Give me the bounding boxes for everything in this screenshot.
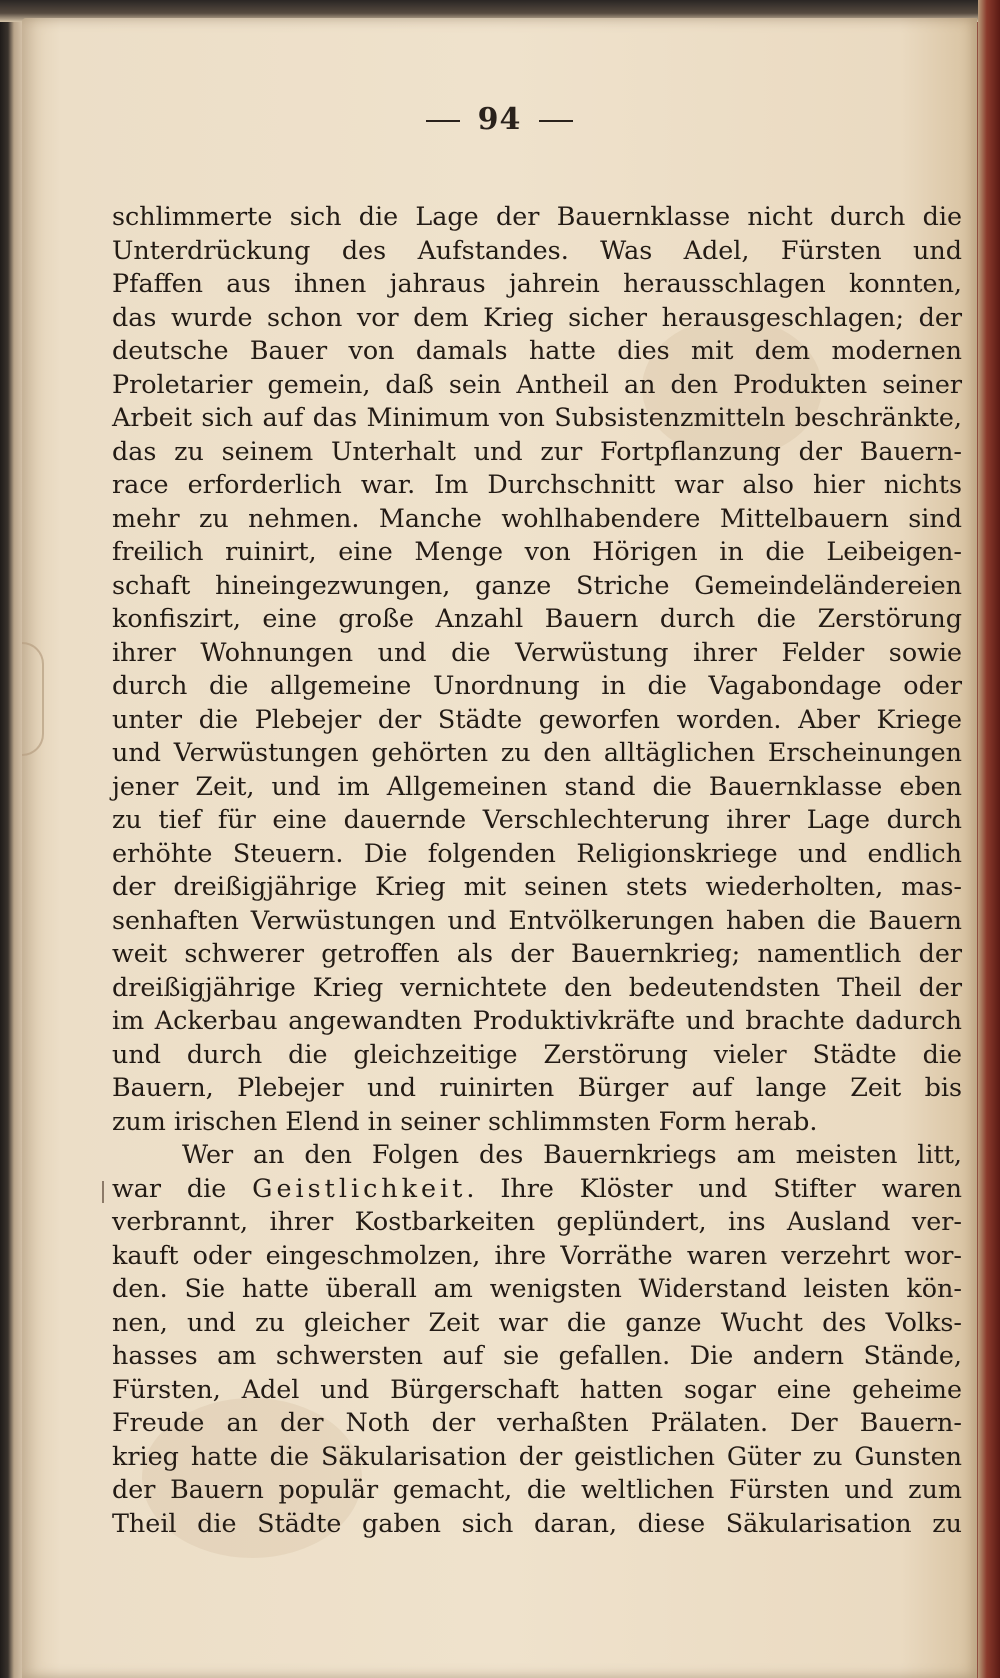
text-line: Fürsten, Adel und Bürgerschaft hatten sogar eine geheime bbox=[112, 1373, 962, 1404]
text-line: krieg hatte die Säkularisation der geistlichen Güter zu Gunsten bbox=[112, 1440, 962, 1471]
text-line: Pfaffen aus ihnen jahraus jahrein herausschlagen konnten, bbox=[112, 268, 962, 298]
text-line: senhaften Verwüstungen und Entvölkerungen haben die Bauern bbox=[112, 904, 962, 935]
text-line: das zu seinem Unterhalt und zur Fortpflanzung der Bauern- bbox=[112, 435, 962, 466]
text-line: mehr zu nehmen. Manche wohlhabendere Mittelbauern sind bbox=[112, 502, 962, 533]
text-line: zu tief für eine dauernde Verschlechterung ihrer Lage durch bbox=[112, 804, 962, 834]
text-line: dreißigjährige Krieg vernichtete den bedeutendsten Theil der bbox=[112, 971, 962, 1002]
text-line: den. Sie hatte überall am wenigsten Widerstand leisten kön- bbox=[112, 1273, 962, 1303]
text-line: der dreißigjährige Krieg mit seinen stets wiederholten, mas- bbox=[112, 871, 962, 901]
body-text bbox=[112, 200, 962, 1540]
margin-mark bbox=[102, 1181, 104, 1203]
text-line: ihrer Wohnungen und die Verwüstung ihrer Felder sowie bbox=[112, 636, 962, 667]
text-line: nen, und zu gleicher Zeit war die ganze Wucht des Volks- bbox=[112, 1306, 962, 1337]
text-line: konfiszirt, eine große Anzahl Bauern durch die Zerstörung bbox=[112, 603, 962, 633]
text-line: verbrannt, ihrer Kostbarkeiten geplündert, ins Ausland ver- bbox=[112, 1206, 962, 1236]
text-line: Bauern, Plebejer und ruinirten Bürger auf lange Zeit bis bbox=[112, 1072, 962, 1102]
text-line: das wurde schon vor dem Krieg sicher herausgeschlagen; der bbox=[112, 301, 962, 332]
text-line: erhöhte Steuern. Die folgenden Religionskriege und endlich bbox=[112, 837, 962, 868]
header-dash-right bbox=[539, 120, 573, 122]
text-fragment: . Ihre Klöster und Stifter waren bbox=[466, 1172, 962, 1203]
text-line: und durch die gleichzeitige Zerstörung vieler Städte die bbox=[112, 1038, 962, 1069]
text-line: Arbeit sich auf das Minimum von Subsistenzmitteln beschränkte, bbox=[112, 402, 962, 432]
page-sheet bbox=[22, 18, 977, 1678]
text-line: durch die allgemeine Unordnung in die Vagabondage oder bbox=[112, 670, 962, 700]
text-line: unter die Plebejer der Städte geworfen worden. Aber Kriege bbox=[112, 703, 962, 734]
text-line: Unterdrückung des Aufstandes. Was Adel, Fürsten und bbox=[112, 234, 962, 265]
page-number-header bbox=[22, 102, 977, 137]
text-line: hasses am schwersten auf sie gefallen. Die andern Stände, bbox=[112, 1340, 962, 1370]
text-fragment: war die bbox=[112, 1172, 253, 1203]
header-dash-left bbox=[426, 120, 460, 122]
paragraph-start-line: Wer an den Folgen des Bauernkriegs am meisten litt, bbox=[182, 1139, 962, 1169]
text-line: weit schwerer getroffen als der Bauernkrieg; namentlich der bbox=[112, 938, 962, 968]
book-binding-edge bbox=[978, 0, 1000, 1678]
text-line: der Bauern populär gemacht, die weltlichen Fürsten und zum bbox=[112, 1474, 962, 1504]
emphasized-word: Geistlichkeit bbox=[252, 1172, 467, 1203]
text-line: jener Zeit, und im Allgemeinen stand die Bauernklasse eben bbox=[112, 770, 962, 801]
text-line-with-emphasis bbox=[112, 1172, 962, 1206]
paragraph-end-line: zum irischen Elend in seiner schlimmsten Form herab. bbox=[112, 1105, 818, 1136]
text-line: freilich ruinirt, eine Menge von Hörigen in die Leibeigen- bbox=[112, 536, 962, 566]
text-line: race erforderlich war. Im Durchschnitt war also hier nichts bbox=[112, 469, 962, 499]
paper-fold-mark bbox=[22, 642, 44, 756]
text-line: Freude an der Noth der verhaßten Prälaten. Der Bauern- bbox=[112, 1407, 962, 1437]
text-line: Proletarier gemein, daß sein Antheil an den Produkten seiner bbox=[112, 368, 962, 399]
text-line: kauft oder eingeschmolzen, ihre Vorräthe waren verzehrt wor- bbox=[112, 1239, 962, 1270]
text-line: schlimmerte sich die Lage der Bauernklasse nicht durch die bbox=[112, 201, 962, 231]
text-line: im Ackerbau angewandten Produktivkräfte und brachte dadurch bbox=[112, 1005, 962, 1035]
text-line: deutsche Bauer von damals hatte dies mit dem modernen bbox=[112, 335, 962, 365]
page-number: 94 bbox=[477, 102, 522, 137]
text-line: Theil die Städte gaben sich daran, diese Säkularisation zu bbox=[112, 1507, 962, 1538]
text-line: und Verwüstungen gehörten zu den alltäglichen Erscheinungen bbox=[112, 737, 962, 767]
text-line: schaft hineingezwungen, ganze Striche Gemeindeländereien bbox=[112, 569, 962, 600]
